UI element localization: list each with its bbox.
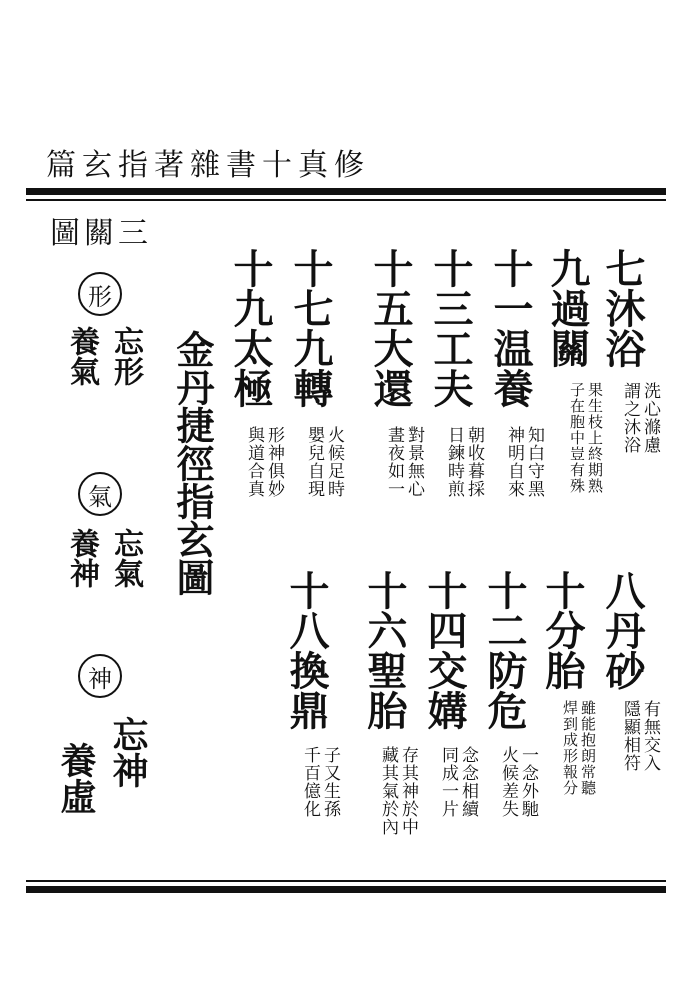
pass-line: 忘神 <box>107 716 149 788</box>
stage-note: 朝收暮採 <box>464 426 484 498</box>
stage-note: 藏其氣於內 <box>378 746 398 836</box>
pass-line: 忘形 <box>108 326 143 386</box>
stage-note: 雖能抱朗常聽 <box>579 700 597 796</box>
stage-column <box>487 248 548 498</box>
stage-title: 九過關 <box>544 248 591 368</box>
stage-note: 一念外馳 <box>518 746 538 818</box>
stage-note: 存其神於中 <box>398 746 418 836</box>
pass-line: 忘氣 <box>108 528 143 588</box>
stage-column <box>539 570 600 796</box>
section-heading: 三關圖 <box>50 216 152 251</box>
stage-note: 果生枝上終期熟 <box>586 382 604 494</box>
stage-note: 同成一片 <box>438 746 458 818</box>
stage-title: 十五大還 <box>367 248 414 408</box>
diagram-title: 金丹捷徑指玄圖 <box>170 330 215 596</box>
stage-title: 十二防危 <box>481 570 528 730</box>
top-rule <box>26 188 666 195</box>
stage-column <box>361 570 422 836</box>
stage-note: 日鍊時煎 <box>444 426 464 498</box>
stage-title: 七沐浴 <box>599 248 646 368</box>
stage-column <box>367 248 428 498</box>
stage-note: 洗心滌慮 <box>640 382 660 454</box>
pass-circle-qi: 氣 <box>78 472 122 516</box>
stage-title: 十六聖胎 <box>361 570 408 730</box>
stage-note: 有無交入 <box>640 700 660 772</box>
top-rule-thin <box>26 199 666 201</box>
pass-circle-spirit: 神 <box>78 654 122 698</box>
stage-title: 十四交媾 <box>421 570 468 730</box>
stage-column <box>287 248 348 498</box>
stage-column <box>544 248 605 494</box>
bottom-rule-thin <box>26 880 666 882</box>
stage-title: 八丹砂 <box>599 570 646 690</box>
bottom-rule <box>26 886 666 893</box>
stage-note: 子在胞中豈有殊 <box>568 382 586 494</box>
pass-line: 養虛 <box>55 742 97 814</box>
stage-title: 十九太極 <box>227 248 274 408</box>
stage-note: 隱顯相符 <box>620 700 640 772</box>
stage-title: 十七九轉 <box>287 248 334 408</box>
stage-title: 十一温養 <box>487 248 534 408</box>
stage-column <box>599 570 660 772</box>
stage-note: 嬰兒自現 <box>304 426 324 498</box>
stage-note: 火候足時 <box>324 426 344 498</box>
stage-note: 晝夜如一 <box>384 426 404 498</box>
pass-line: 養神 <box>64 528 99 588</box>
stage-title: 十八換鼎 <box>283 570 330 730</box>
stage-note: 千百億化 <box>300 746 320 818</box>
stage-note: 火候差失 <box>498 746 518 818</box>
stage-note: 子又生孫 <box>320 746 340 818</box>
stage-note: 謂之沐浴 <box>620 382 640 454</box>
stage-note: 與道合真 <box>244 426 264 498</box>
stage-column <box>421 570 482 818</box>
pass-circle-form: 形 <box>78 272 122 316</box>
stage-note: 對景無心 <box>404 426 424 498</box>
stage-column <box>481 570 542 818</box>
stage-column <box>599 248 660 454</box>
stage-title: 十三工夫 <box>427 248 474 408</box>
stage-column <box>227 248 288 498</box>
stage-note: 神明自來 <box>504 426 524 498</box>
stage-note: 形神俱妙 <box>264 426 284 498</box>
stage-column <box>427 248 488 498</box>
stage-column <box>283 570 344 818</box>
pass-line: 養氣 <box>64 326 99 386</box>
stage-note: 知白守黑 <box>524 426 544 498</box>
stage-note: 念念相續 <box>458 746 478 818</box>
stage-note: 焊到成形報分 <box>561 700 579 796</box>
stage-title: 十分胎 <box>539 570 586 690</box>
running-title: 修真十書雜著指玄篇 <box>46 148 370 183</box>
